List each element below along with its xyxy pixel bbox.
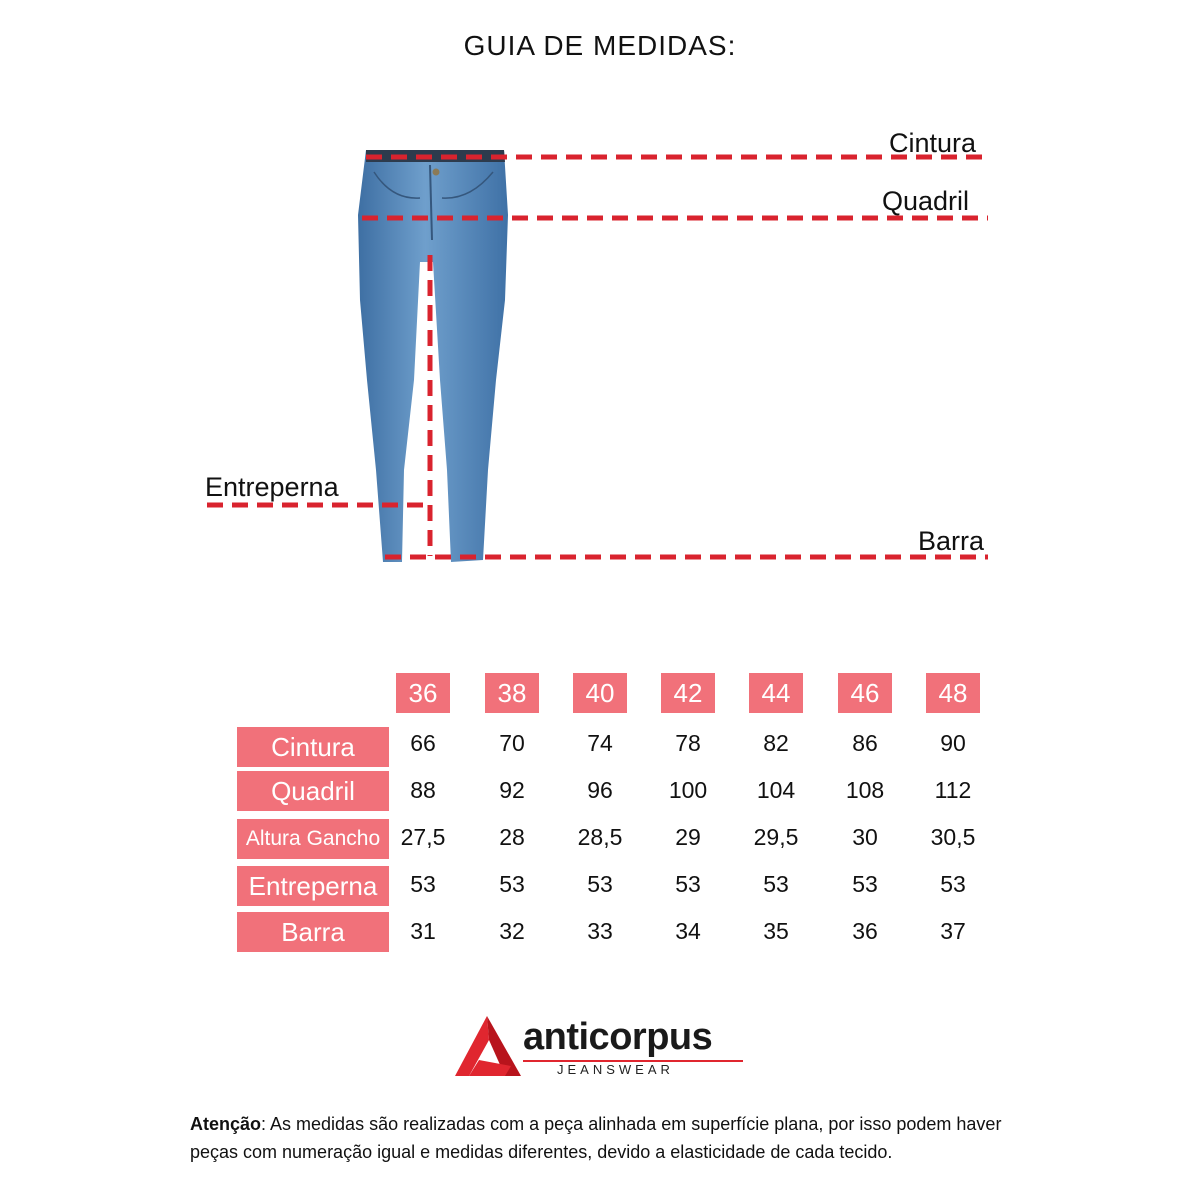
- table-cell: 53: [410, 870, 436, 897]
- row-label-altura-gancho: Altura Gancho: [237, 819, 389, 859]
- table-cell: 34: [675, 917, 701, 944]
- size-header: 46: [838, 673, 892, 713]
- table-cell: 92: [499, 776, 525, 803]
- brand-name: anticorpus: [523, 1016, 713, 1058]
- table-cell: 28,5: [577, 823, 623, 850]
- size-header: 48: [926, 673, 980, 713]
- table-cell: 36: [852, 917, 878, 944]
- table-cell: 88: [410, 776, 436, 803]
- table-cell: 90: [940, 729, 966, 756]
- table-cell: 86: [852, 729, 878, 756]
- size-header: 38: [485, 673, 539, 713]
- table-cell: 29: [675, 823, 701, 850]
- table-cell: 100: [668, 776, 708, 803]
- note-text: : As medidas são realizadas com a peça alinhada em superfície plana, por isso podem haver peças com numeração igual e medidas diferentes, devido a elasticidade de cada tecido.: [190, 1114, 1002, 1162]
- table-cell: 96: [587, 776, 613, 803]
- table-cell: 78: [675, 729, 701, 756]
- table-cell: 104: [756, 776, 796, 803]
- table-cell: 70: [499, 729, 525, 756]
- row-label-barra: Barra: [237, 912, 389, 952]
- table-cell: 53: [763, 870, 789, 897]
- size-header: 36: [396, 673, 450, 713]
- size-header: 40: [573, 673, 627, 713]
- size-header: 42: [661, 673, 715, 713]
- table-cell: 29,5: [753, 823, 799, 850]
- brand-tagline: JEANSWEAR: [557, 1062, 674, 1077]
- table-cell: 31: [410, 917, 436, 944]
- table-cell: 37: [940, 917, 966, 944]
- jeans-illustration: [358, 150, 508, 562]
- table-cell: 74: [587, 729, 613, 756]
- table-cell: 108: [845, 776, 885, 803]
- brand-logo: [455, 1012, 755, 1082]
- note-prefix: Atenção: [190, 1114, 262, 1134]
- barra-label: Barra: [918, 526, 985, 556]
- table-cell: 28: [499, 823, 525, 850]
- table-cell: 66: [410, 729, 436, 756]
- entreperna-label: Entreperna: [205, 472, 339, 502]
- quadril-label: Quadril: [882, 186, 970, 216]
- table-cell: 32: [499, 917, 525, 944]
- cintura-label: Cintura: [889, 128, 977, 158]
- table-cell: 53: [587, 870, 613, 897]
- table-cell: 30: [852, 823, 878, 850]
- table-cell: 53: [852, 870, 878, 897]
- row-label-quadril: Quadril: [237, 771, 389, 811]
- attention-note: [190, 1110, 1020, 1166]
- page-title: GUIA DE MEDIDAS:: [463, 30, 737, 61]
- table-cell: 33: [587, 917, 613, 944]
- table-cell: 53: [499, 870, 525, 897]
- table-cell: 35: [763, 917, 789, 944]
- table-cell: 53: [675, 870, 701, 897]
- row-label-cintura: Cintura: [237, 727, 389, 767]
- table-cell: 53: [940, 870, 966, 897]
- table-cell: 112: [934, 776, 972, 803]
- table-cell: 27,5: [400, 823, 446, 850]
- row-label-entreperna: Entreperna: [237, 866, 389, 906]
- table-cell: 82: [763, 729, 789, 756]
- table-cell: 30,5: [930, 823, 976, 850]
- size-header: 44: [749, 673, 803, 713]
